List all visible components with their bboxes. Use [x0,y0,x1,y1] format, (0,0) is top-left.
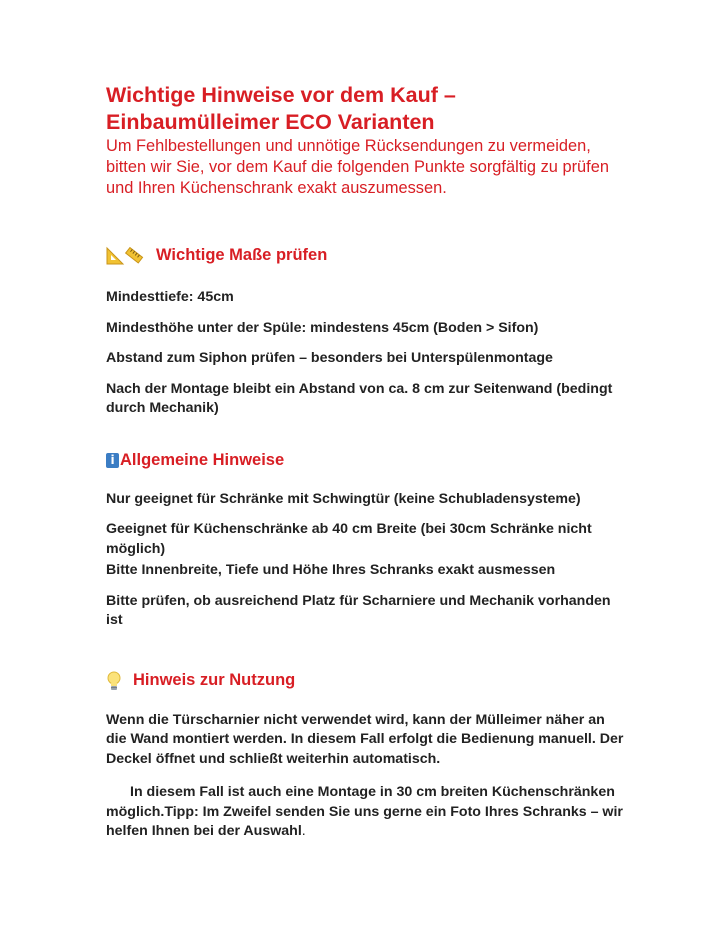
document-title-line2: Einbaumülleimer ECO Varianten [106,110,435,134]
section-heading-text: Wichtige Maße prüfen [156,245,328,264]
document-page [106,82,626,842]
list-item: Abstand zum Siphon prüfen – besonders bei Unterspülenmontage [106,350,553,366]
document-title-line1: Wichtige Hinweise vor dem Kauf – [106,83,456,107]
list-item: Bitte Innenbreite, Tiefe und Höhe Ihres Schranks exakt ausmessen [106,562,556,578]
usage-paragraph-2-text: In diesem Fall ist auch eine Montage in 30 cm breiten Küchenschränken möglich.Tipp: Im Zweifel senden Sie uns gerne ein Foto Ihres Schranks – wir helfen Ihnen bei der Auswahl [106,784,623,839]
usage-paragraph-2-end: . [301,823,306,839]
list-item: Bitte prüfen, ob ausreichend Platz für Scharniere und Mechanik vorhanden ist [106,592,611,628]
section-heading-allgemein [106,451,626,470]
list-item: Geeignet für Küchenschränke ab 40 cm Breite (bei 30cm Schränke nicht möglich) [106,521,592,557]
section-heading-masse [106,244,626,266]
usage-paragraph-2 [106,783,626,842]
info-icon: i [106,453,119,468]
ruler-triangle-icon [106,244,146,266]
list-item: Nach der Montage bleibt ein Abstand von ca. 8 cm zur Seitenwand (bedingt durch Mechanik) [106,380,613,416]
list-item: Mindesttiefe: 45cm [106,289,234,305]
usage-paragraph-1: Wenn die Türscharnier nicht verwendet wird, kann der Mülleimer näher an die Wand montiert werden. In diesem Fall erfolgt die Bedienung manuell. Der Deckel öffnet und schließt weiterhin automatisch. [106,711,624,767]
light-bulb-icon [106,671,122,691]
list-item: Mindesthöhe unter der Spüle: mindestens 45cm (Boden > Sifon) [106,319,539,336]
section-heading-nutzung [106,671,626,691]
section-heading-text: Hinweis zur Nutzung [133,671,296,689]
intro-text: Um Fehlbestellungen und unnötige Rücksendungen zu vermeiden, bitten wir Sie, vor dem Kauf die folgenden Punkte sorgfältig zu prüfen und Ihren Küchenschrank exakt auszumessen. [106,137,609,197]
section-heading-text: Allgemeine Hinweise [120,450,285,469]
list-item: Nur geeignet für Schränke mit Schwingtür (keine Schubladensysteme) [106,490,581,507]
